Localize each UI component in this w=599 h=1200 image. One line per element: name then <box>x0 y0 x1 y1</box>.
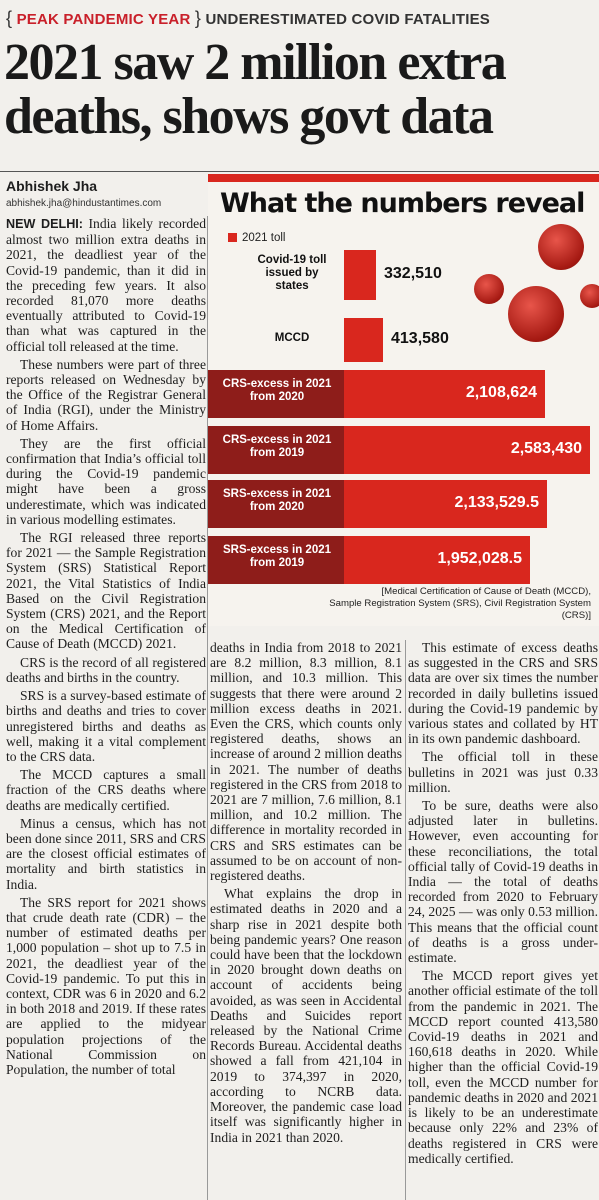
byline-author: Abhishek Jha <box>6 178 98 194</box>
legend-swatch <box>228 233 237 242</box>
infographic-title: What the numbers reveal <box>220 188 585 219</box>
data-bar <box>344 318 383 362</box>
paragraph: SRS is a survey-based estimate of births and deaths and tries to cover unregistered births and deaths as well, making it a vital complement to the CRS data. <box>6 688 206 764</box>
paragraph: The MCCD report gives yet another official estimate of the toll from the pandemic in 2021. The MCCD report counted 413,580 Covid-19 deaths in 2021 and 160,618 deaths in 2020. While higher than the official Covid-19 toll, even the MCCD number for pandemic deaths in 2020 and 2021 is likely to be an underestimate because only 22% and 23% of deaths registered in CRS were medically certified. <box>408 968 598 1166</box>
legend <box>228 232 285 244</box>
row-label: SRS-excess in 2021 from 2020 <box>222 488 332 513</box>
paragraph: These numbers were part of three reports released on Wednesday by the Office of the Registrar General of India (RGI), under the Ministry of Home Affairs. <box>6 356 206 433</box>
headline-line-1: 2021 saw 2 million extra <box>4 34 506 91</box>
data-value-label: 2,108,624 <box>465 384 537 401</box>
footnote-line-2: Sample Registration System (SRS), Civil Registration System (CRS)] <box>329 598 591 621</box>
paragraph: What explains the drop in estimated deaths in 2020 and a sharp rise in 2021 despite both being pandemic years? One reason could have been that the lockdown in 2020 brought down deaths on account of accidents being avoided, as was seen in Accidental Deaths and Suicides report released by the National Crime Records Bureau. Accidental deaths showed a fall from 421,104 in 2019 to 374,397 in 2020, according to NCRB data. Moreover, the pandemic case load itself was significantly higher in India in 2021 than 2020. <box>210 886 402 1145</box>
paragraph: To be sure, deaths were also adjusted later in bulletins. However, even accounting for these reconciliations, the total official tally of Covid-19 deaths in India — the total of deaths recorded from 2020 to February 24, 2025 — was only 0.53 million. This means that the official count of deaths is a gross under-estimate. <box>408 798 598 966</box>
infographic-top-rule <box>208 174 599 182</box>
paragraph: India likely recorded almost two million extra deaths in 2021, the deadliest year of the Covid-19 pandemic, than it did in the preceding few years. It also recorded 81,070 more deaths eventually attributed to Covid-19 than what was captured in the official toll released at the time. <box>6 216 206 354</box>
paragraph: The official toll in these bulletins in 2021 was just 0.33 million. <box>408 749 598 795</box>
row-label: CRS-excess in 2021 from 2019 <box>222 434 332 459</box>
headline-rule <box>0 171 599 172</box>
data-value-label: 413,580 <box>391 330 449 347</box>
coronavirus-icon <box>580 284 599 308</box>
kicker-topic: UNDERESTIMATED COVID FATALITIES <box>205 11 491 28</box>
paragraph: deaths in India from 2018 to 2021 are 8.2 million, 8.3 million, 8.1 million, and 10.3 million. This suggests that there were around 2 million excess deaths in 2021. Even the CRS, which counts only registered deaths, shows an increase of around 2 million deaths in 2021. The number of deaths registered in the CRS from 2018 to 2021 are 7 million, 7.6 million, 8.1 million, and 10.2 million. The difference in mortality recorded in CRS and SRS estimates can be assumed to be on account of non-registered deaths. <box>210 640 402 884</box>
footnote-line-1: [Medical Certification of Cause of Death (MCCD), <box>381 586 591 597</box>
row-label: Covid-19 toll issued by states <box>257 254 327 292</box>
infographic <box>208 174 599 626</box>
article-column-3 <box>408 640 598 1200</box>
kicker-tag: PEAK PANDEMIC YEAR <box>16 11 191 28</box>
article-column-2 <box>210 640 402 1200</box>
dateline: NEW DELHI: <box>6 217 83 231</box>
data-value-label: 332,510 <box>384 265 442 282</box>
kicker <box>6 8 596 32</box>
headline <box>4 36 596 144</box>
data-value-label: 1,952,028.5 <box>437 550 522 567</box>
paragraph: Minus a census, which has not been done since 2011, SRS and CRS are the closest official estimates of mortality and birth statistics in India. <box>6 815 206 892</box>
article-column-1 <box>6 216 206 1200</box>
headline-line-2: deaths, shows govt data <box>4 88 493 145</box>
paragraph: They are the first official confirmation that India’s official toll during the Covid-19 pandemic might have been a gross underestimate, which was indicated in various modelling estimates. <box>6 435 206 527</box>
coronavirus-icon <box>474 274 504 304</box>
coronavirus-icon <box>538 224 584 270</box>
paragraph: The SRS report for 2021 shows that crude death rate (CDR) – the number of estimated deaths per 1,000 population – shot up to 7.5 in 2021, the deadliest year of the Covid-19 pandemic. To put this in context, CDR was 6 in 2020 and 6.2 in both 2018 and 2019. If these rates are applied to the midyear population projections of the National Commission on Population, the number of total <box>6 894 206 1077</box>
kicker-open-brace: { <box>6 8 13 28</box>
data-value-label: 2,583,430 <box>510 440 582 457</box>
legend-label: 2021 toll <box>242 232 286 244</box>
byline-email: abhishek.jha@hindustantimes.com <box>6 198 162 209</box>
data-value-label: 2,133,529.5 <box>454 494 539 511</box>
infographic-footnote <box>301 586 591 622</box>
paragraph: This estimate of excess deaths as suggested in the CRS and SRS data are over six times the number recorded in daily bulletins issued during the Covid-19 pandemic by various states and collated by HT in its own pandemic dashboard. <box>408 640 598 747</box>
article-lead-paragraph <box>6 216 206 354</box>
row-label: CRS-excess in 2021 from 2020 <box>222 378 332 403</box>
kicker-close-brace: } <box>194 8 202 28</box>
row-label: SRS-excess in 2021 from 2019 <box>222 544 332 569</box>
paragraph: The RGI released three reports for 2021 — the Sample Registration System (SRS) Statistical Report 2021, the Vital Statistics of India Based on the Civil Registration System (CRS) 2021, and the Report on the Medical Certification of Cause of Death (MCCD) 2021. <box>6 530 206 652</box>
paragraph: CRS is the record of all registered deaths and births in the country. <box>6 654 206 685</box>
column-divider <box>405 640 406 1200</box>
paragraph: The MCCD captures a small fraction of the CRS deaths where deaths are medically certified. <box>6 767 206 813</box>
data-bar <box>344 250 376 300</box>
coronavirus-icon <box>508 286 564 342</box>
row-label: MCCD <box>274 332 310 344</box>
